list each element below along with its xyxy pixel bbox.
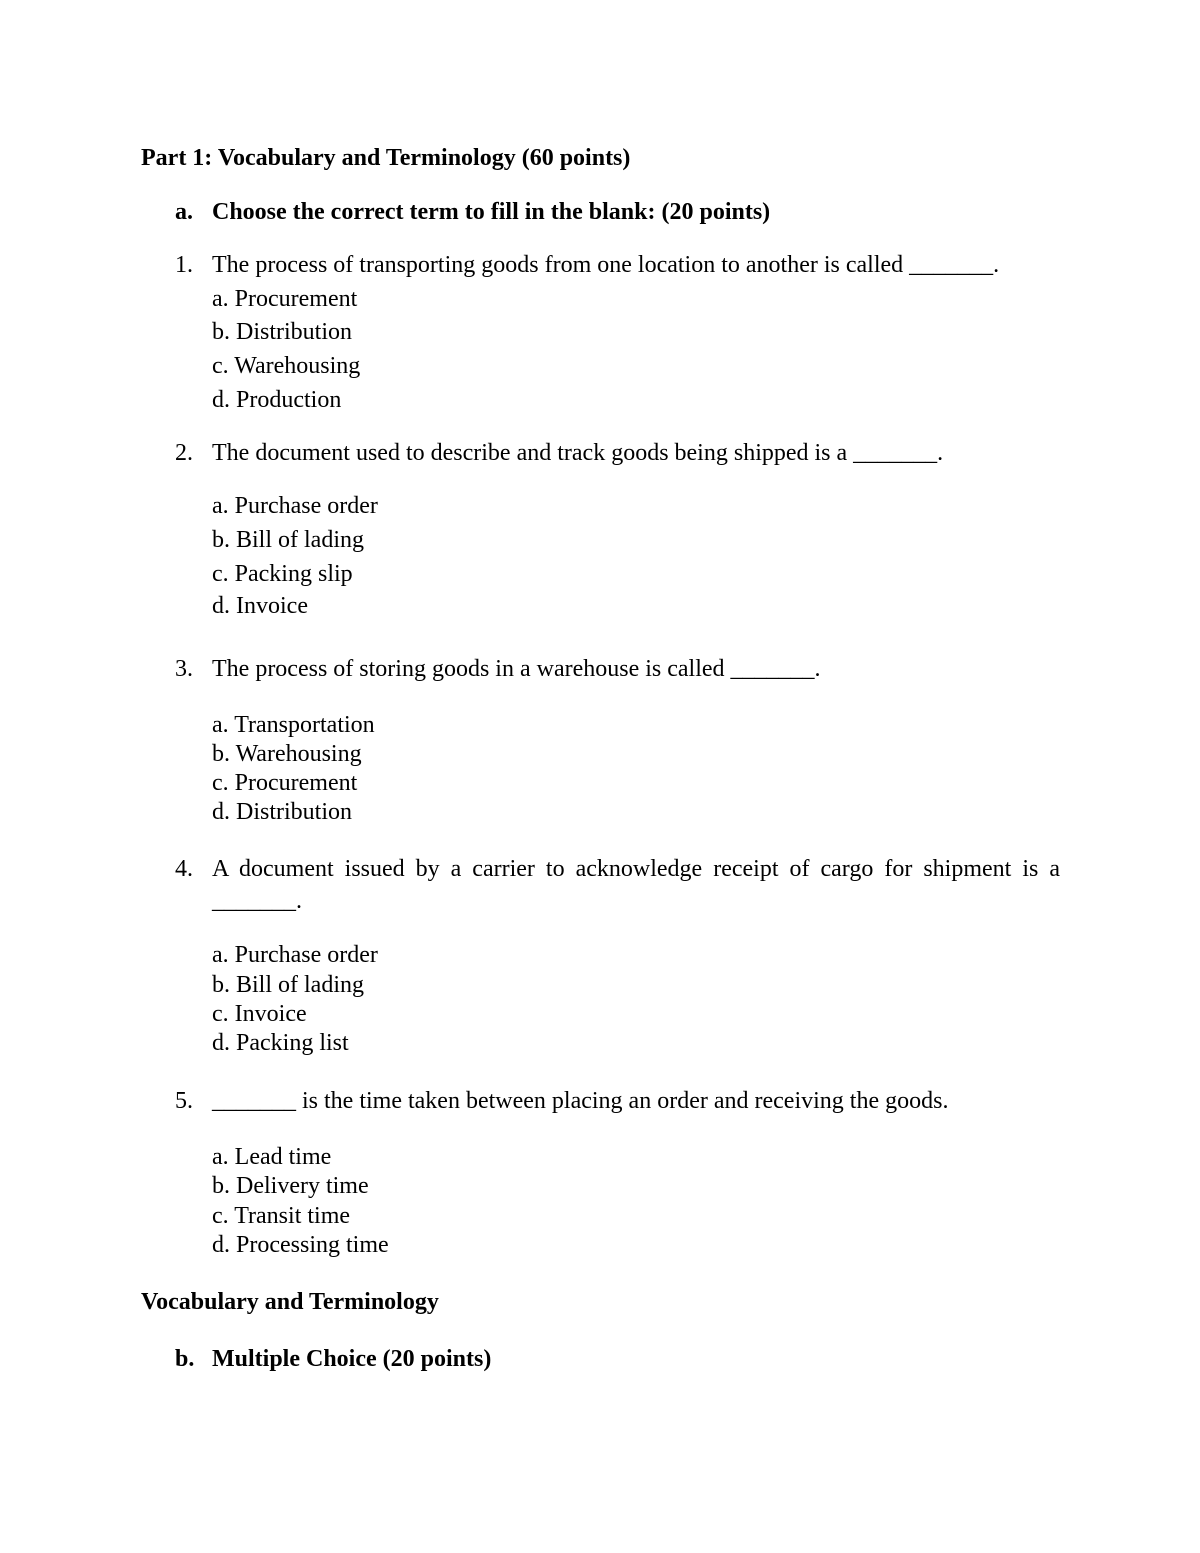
answer-option: d. Invoice — [212, 593, 308, 619]
question-text: _______ is the time taken between placing an order and receiving the goods. — [212, 1088, 949, 1114]
answer-option: a. Transportation — [212, 712, 375, 738]
question-number: 2. — [175, 440, 193, 466]
answer-option: a. Purchase order — [212, 493, 378, 519]
part-title: Part 1: Vocabulary and Terminology (60 points) — [141, 145, 631, 171]
section-a-label: a. — [175, 199, 193, 225]
question-number: 3. — [175, 656, 193, 682]
section-a-title: Choose the correct term to fill in the blank: (20 points) — [212, 199, 771, 225]
question-text: The process of storing goods in a warehouse is called _______. — [212, 656, 821, 682]
section-heading: Vocabulary and Terminology — [141, 1289, 439, 1315]
answer-option: c. Procurement — [212, 770, 358, 796]
answer-option: d. Distribution — [212, 799, 353, 825]
section-b-label: b. — [175, 1346, 195, 1372]
answer-option: c. Warehousing — [212, 353, 361, 379]
question-text: The process of transporting goods from one location to another is called _______. — [212, 252, 1000, 278]
answer-option: b. Bill of lading — [212, 972, 364, 998]
answer-option: b. Distribution — [212, 319, 353, 345]
answer-option: d. Production — [212, 387, 342, 413]
answer-option: c. Transit time — [212, 1203, 351, 1229]
answer-option: a. Purchase order — [212, 942, 378, 968]
question-text: The document used to describe and track goods being shipped is a _______. — [212, 440, 944, 466]
section-b-title: Multiple Choice (20 points) — [212, 1346, 492, 1372]
answer-option: b. Delivery time — [212, 1173, 369, 1199]
question-text: A document issued by a carrier to acknowledge receipt of cargo for shipment is a — [212, 856, 1060, 882]
question-text-continued: _______. — [212, 888, 302, 914]
answer-option: c. Packing slip — [212, 561, 353, 587]
answer-option: d. Packing list — [212, 1030, 349, 1056]
answer-option: c. Invoice — [212, 1001, 307, 1027]
answer-option: a. Lead time — [212, 1144, 332, 1170]
question-number: 4. — [175, 856, 193, 882]
answer-option: b. Warehousing — [212, 741, 362, 767]
question-number: 1. — [175, 252, 193, 278]
answer-option: b. Bill of lading — [212, 527, 364, 553]
answer-option: a. Procurement — [212, 286, 358, 312]
question-number: 5. — [175, 1088, 193, 1114]
answer-option: d. Processing time — [212, 1232, 389, 1258]
